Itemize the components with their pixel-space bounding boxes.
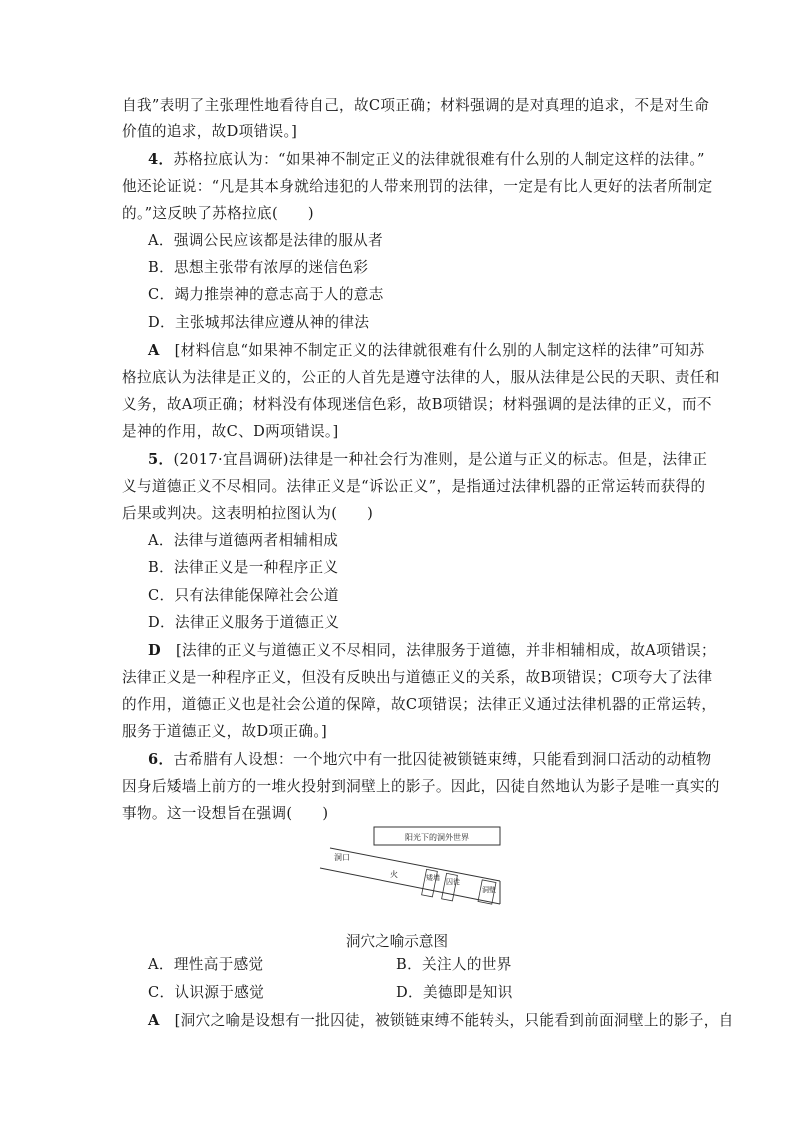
question-4-line [148, 150, 705, 170]
answer-letter: A [148, 1012, 160, 1029]
question-5-line [148, 450, 707, 470]
option-b: B．法律正义是一种程序正义 [148, 559, 339, 576]
text-line: 是神的作用，故C、D两项错误。] [122, 423, 339, 440]
entrance-label: 洞口 [334, 853, 350, 862]
answer-line [148, 1011, 734, 1031]
text-line: 义务，故A项正确；材料没有体现迷信色彩，故B项错误；材料强调的是法律的正义，而不 [122, 396, 712, 413]
option-c: C．竭力推崇神的意志高于人的意志 [148, 286, 384, 303]
text-line: 他还论证说：“凡是其本身就给违犯的人带来刑罚的法律，一定是有比人更好的法者所制定 [122, 178, 713, 195]
fire-label: 火 [390, 870, 398, 879]
cave-lower-wall [320, 868, 500, 904]
answer-text: [洞穴之喻是设想有一批囚徒，被锁链束缚不能转头，只能看到前面洞壁上的影子，自 [159, 1012, 734, 1029]
option-b: B．思想主张带有浓厚的迷信色彩 [148, 259, 369, 276]
question-text: 苏格拉底认为：“如果神不制定正义的法律就很难有什么别的人制定这样的法律。” [173, 151, 705, 168]
outside-world-label: 阳光下的洞外世界 [405, 833, 469, 842]
cave-upper-wall [330, 848, 500, 881]
text-line: 事物。这一设想旨在强调( ) [122, 805, 329, 822]
option-a: A．理性高于感觉 [148, 956, 264, 973]
text-line: 后果或判决。这表明柏拉图认为( ) [122, 505, 374, 522]
text-line: 服务于道德正义，故D项正确。] [122, 723, 328, 740]
answer-line [148, 641, 716, 661]
answer-letter: A [148, 342, 160, 359]
option-a: A．法律与道德两者相辅相成 [148, 532, 339, 549]
option-a: A．强调公民应该都是法律的服从者 [148, 232, 384, 249]
option-d: D．美德即是知识 [396, 984, 513, 1001]
question-number: 6． [148, 751, 174, 768]
answer-text: [法律的正义与道德正义不尽相同，法律服务于道德，并非相辅相成，故A项错误； [161, 642, 716, 659]
question-number: 4． [148, 151, 174, 168]
question-number: 5． [148, 451, 174, 468]
text-line: 价值的追求，故D项错误。] [122, 123, 298, 140]
question-text: (2017·宜昌调研)法律是一种社会行为准则，是公道与正义的标志。但是，法律正 [173, 451, 708, 468]
text-line: 法律正义是一种程序正义，但没有反映出与道德正义的关系，故B项错误；C项夸大了法律 [122, 669, 713, 686]
diagram-caption: 洞穴之喻示意图 [345, 933, 449, 950]
text-line: 义与道德正义不尽相同。法律正义是“诉讼正义”，是指通过法律机器的正常运转而获得的 [122, 478, 706, 495]
question-6-line [148, 750, 711, 770]
text-line: 的。”这反映了苏格拉底( ) [122, 205, 314, 222]
prisoners-label: 囚徒 [446, 878, 460, 886]
text-line: 的作用，道德正义也是社会公道的保障，故C项错误；法律正义通过法律机器的正常运转， [122, 696, 717, 713]
cave-diagram-svg [318, 826, 504, 922]
option-c: C．认识源于感觉 [148, 984, 265, 1001]
option-d: D．主张城邦法律应遵从神的律法 [148, 314, 370, 331]
answer-letter: D [148, 642, 162, 659]
cave-diagram [318, 826, 504, 922]
text-line: 自我”表明了主张理性地看待自己，故C项正确；材料强调的是对真理的追求，不是对生命 [122, 97, 710, 114]
text-line: 因身后矮墙上前方的一堆火投射到洞壁上的影子。因此，囚徒自然地认为影子是唯一真实的 [122, 778, 720, 795]
answer-line [148, 341, 704, 361]
cave-wall-label: 洞壁 [482, 886, 496, 894]
option-c: C．只有法律能保障社会公道 [148, 587, 339, 604]
low-wall-label: 矮墙 [426, 874, 440, 882]
option-b: B．关注人的世界 [396, 956, 512, 973]
option-d: D．法律正义服务于道德正义 [148, 614, 340, 631]
text-line: 格拉底认为法律是正义的，公正的人首先是遵守法律的人，服从法律是公民的天职、责任和 [122, 369, 720, 386]
question-text: 古希腊有人设想：一个地穴中有一批囚徒被锁链束缚，只能看到洞口活动的动植物 [173, 751, 712, 768]
answer-text: [材料信息“如果神不制定正义的法律就很难有什么别的人制定这样的法律”可知苏 [159, 342, 705, 359]
